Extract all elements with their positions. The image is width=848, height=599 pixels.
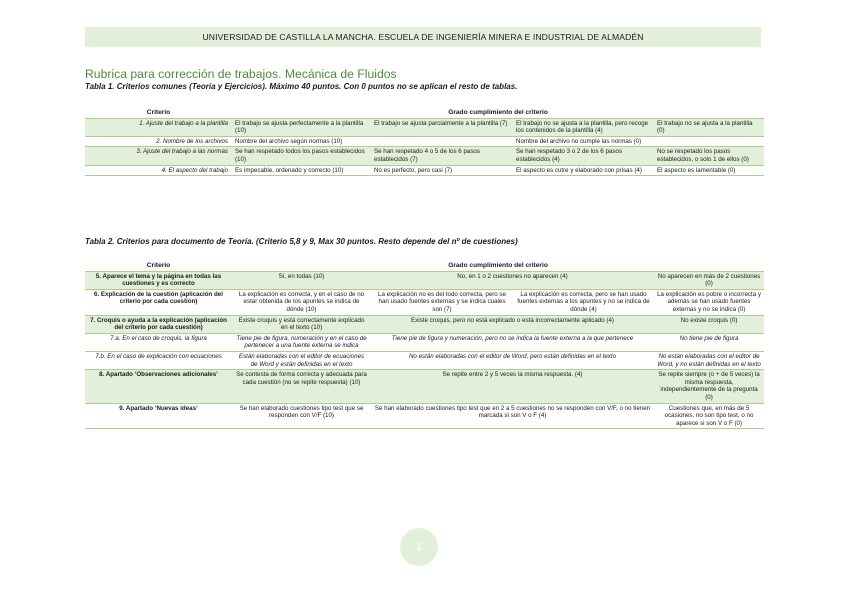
table-row bbox=[85, 370, 764, 403]
criterion-label: 1. Ajuste del trabajo a la plantilla bbox=[85, 118, 232, 136]
table1-caption: Tabla 1. Criterios comunes (Teoría y Ejercicios). Máximo 40 puntos. Con 0 puntos no se aplican el resto de tablas. bbox=[85, 82, 518, 91]
table-row bbox=[85, 351, 764, 369]
table-cell: No es perfecto, pero casi (7) bbox=[374, 166, 453, 174]
table-row bbox=[85, 271, 764, 289]
table2 bbox=[85, 261, 764, 429]
criterion-label: 9. Apartado ‘Nuevas ideas’ bbox=[119, 404, 198, 412]
table-cell: Se han elaborado cuestiones tipo test que en 2 a 5 cuestiones no se responden con V/F, o no tienen marcada si son V o F (4) bbox=[374, 404, 651, 420]
page-title: Rubrica para corrección de trabajos. Mecánica de Fluidos bbox=[85, 67, 397, 81]
criterion-label: 8. Apartado ‘Observaciones adicionales’ bbox=[85, 370, 232, 403]
table-cell: Se repite entre 2 y 5 veces la misma respuesta. (4) bbox=[371, 370, 654, 403]
table-cell: Cuestiones que, en más de 5 ocasiones, no son tipo test, o no aparece si son V o F (0) bbox=[664, 404, 754, 427]
table-cell: La explicación no es del todo correcta, pero se han usado fuentes externas y se indica cuales son (7) bbox=[378, 290, 506, 313]
table-cell: El trabajo no se ajusta a la plantilla (0) bbox=[654, 118, 764, 136]
table-cell: No están elaboradas con el editor de Word, y no están definidas en el texto bbox=[657, 352, 761, 368]
criterion-label: 7. Croquis o ayuda a la explicación (aplicación del criterio por cada cuestión) bbox=[85, 315, 232, 333]
table-cell: Se han respetado 4 o 5 de los 6 pasos establecidos (7) bbox=[371, 147, 513, 165]
table-cell: Se han respetado 3 o 2 de los 6 pasos establecidos (4) bbox=[513, 147, 654, 165]
table-cell: El aspecto es cutre y elaborado con prisas (4) bbox=[516, 166, 642, 174]
table-cell: Tiene pie de figura y numeración, pero no se indica la fuente externa a la que pertenece bbox=[391, 334, 634, 342]
table2-col-criterio: Criterio bbox=[85, 261, 232, 271]
table-cell: No, en 1 o 2 cuestiones no aparecen (4) bbox=[371, 271, 654, 289]
table-cell: El aspecto es lamentable (0) bbox=[657, 166, 736, 174]
table-row bbox=[85, 315, 764, 333]
table-cell: El trabajo se ajusta parcialmente a la plantilla (7) bbox=[371, 118, 513, 136]
table-cell: Tiene pie de figura, numeración y en el caso de pertenecer a una fuente externa se indica bbox=[236, 334, 367, 350]
table-row bbox=[85, 289, 764, 315]
table-cell: Se han respetado todos los pasos establecidos (10) bbox=[232, 147, 371, 165]
criterion-label: 5. Aparece el tema y la página en todas las cuestiones y es correcto bbox=[85, 271, 232, 289]
page-number: 1 bbox=[400, 528, 438, 566]
table-cell: No están elaboradas con el editor de Word, pero están definidas en el texto bbox=[408, 352, 617, 360]
table-cell: No tiene pie de figura bbox=[679, 334, 739, 342]
table2-caption: Tabla 2. Criterios para documento de Teoría. (Criterio 5,8 y 9, Max 30 puntos. Resto depende del nº de cuestiones) bbox=[85, 237, 518, 246]
table-cell: No aparecen en más de 2 cuestiones (0) bbox=[654, 271, 764, 289]
table-row bbox=[85, 403, 764, 429]
table-cell: Nombre del archivo no cumple las normas (0) bbox=[516, 137, 642, 145]
table-cell: La explicación es correcta, pero se han usado fuentes externas a los apuntes y no se indica de dónde (4) bbox=[517, 290, 650, 313]
table1 bbox=[85, 108, 764, 176]
table-cell: La explicación es pobre o incorrecta y además se han usado fuentes externas y no se indica (0) bbox=[657, 290, 761, 313]
criterion-label: 2. Nombre de los archivos bbox=[156, 137, 228, 145]
table-cell: El trabajo se ajusta perfectamente a la plantilla (10) bbox=[232, 118, 371, 136]
table-row bbox=[85, 118, 764, 136]
table-row bbox=[85, 136, 764, 147]
table-cell: La explicación es correcta, y en el caso de no estar obtenida de los apuntes se indica de dónde (10) bbox=[238, 290, 365, 313]
table-cell: Se repite siempre (o + de 5 veces) la misma respuesta, independientemente de la pregunta (0) bbox=[654, 370, 764, 403]
table-row bbox=[85, 333, 764, 351]
table-cell: Existe croquis y está correctamente explicado en el texto (10) bbox=[232, 315, 371, 333]
criterion-label: 6. Explicación de la cuestión (aplicación del criterio por cada cuestión) bbox=[94, 290, 223, 306]
table-cell: Sí, en todas (10) bbox=[232, 271, 371, 289]
table-cell: No se respetado los pasos establecidos, o solo 1 de ellos (0) bbox=[654, 147, 764, 165]
criterion-label: 4. El aspecto del trabajo bbox=[161, 166, 228, 174]
table2-col-grado: Grado cumplimiento del criterio bbox=[232, 261, 764, 271]
criterion-label: 3. Ajuste del trabajo a las normas bbox=[85, 147, 232, 165]
table-cell: Se han elaborado cuestiones tipo test que se responden con V/F (10) bbox=[239, 404, 364, 420]
table-cell: Están elaboradas con el editor de ecuaciones de Word y están definidas en el texto bbox=[238, 352, 365, 368]
table-row bbox=[85, 165, 764, 176]
table1-header-row bbox=[85, 108, 764, 118]
table-cell: Es impecable, ordenado y correcto (10) bbox=[235, 166, 344, 174]
table-cell: Existe croquis, pero no está explicado o está incorrectamente aplicado (4) bbox=[371, 315, 654, 333]
criterion-label: 7.a. En el caso de croquis, la figura bbox=[110, 334, 207, 342]
table-cell: No existe croquis (0) bbox=[654, 315, 764, 333]
table1-col-grado: Grado cumplimiento del criterio bbox=[232, 108, 764, 118]
table-cell: Se contesta de forma correcta y adecuada para cada cuestión (no se repite respuesta) (10) bbox=[232, 370, 371, 403]
table-row bbox=[85, 147, 764, 165]
criterion-label: 7.b. En el caso de explicación con ecuaciones bbox=[95, 352, 222, 360]
table-cell: Nombre del archivo según normas (10) bbox=[235, 137, 343, 145]
table2-header-row bbox=[85, 261, 764, 271]
table1-col-criterio: Criterio bbox=[85, 108, 232, 118]
table-cell: El trabajo no se ajusta a la plantilla, pero recoge los contenidos de la plantilla (4) bbox=[513, 118, 654, 136]
document-header: UNIVERSIDAD DE CASTILLA LA MANCHA. ESCUELA DE INGENIERÍA MINERA E INDUSTRIAL DE ALMADÉN bbox=[85, 27, 761, 47]
